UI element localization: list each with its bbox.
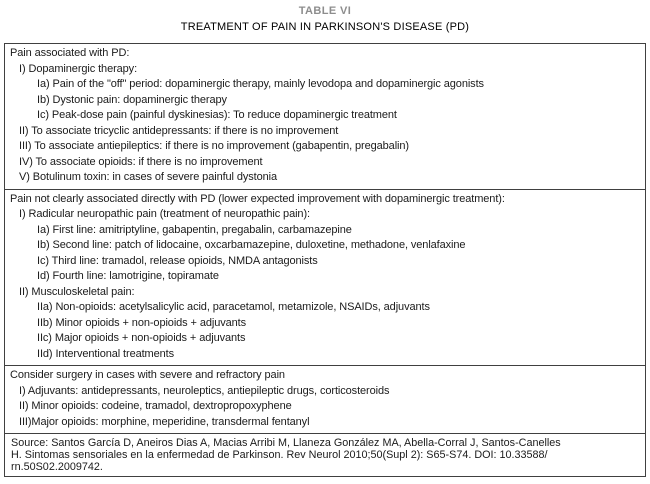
table-number: TABLE VI bbox=[298, 5, 352, 17]
table-line: Ib) Second line: patch of lidocaine, oxcarbamazepine, duloxetine, methadone, venlafaxine bbox=[37, 239, 466, 251]
table-line: I) Adjuvants: antidepressants, neuroleptics, antiepileptic drugs, corticosteroids bbox=[19, 384, 390, 397]
source-citation bbox=[5, 433, 645, 476]
section-pain-not-associated-with-pd bbox=[5, 189, 645, 366]
section-pain-associated-with-pd bbox=[5, 44, 645, 189]
section-consider-surgery bbox=[5, 365, 645, 433]
table-line: IIc) Major opioids + non-opioids + adjuvants bbox=[37, 332, 246, 344]
table-line: IIa) Non-opioids: acetylsalicylic acid, paracetamol, metamizole, NSAIDs, adjuvants bbox=[37, 301, 430, 313]
table-line: Ia) First line: amitriptyline, gabapentin, pregabalin, carbamazepine bbox=[37, 223, 352, 236]
table-line: Ic) Peak-dose pain (painful dyskinesias): To reduce dopaminergic treatment bbox=[37, 109, 397, 121]
table-line: IV) To associate opioids: if there is no improvement bbox=[19, 155, 263, 168]
table-title: TREATMENT OF PAIN IN PARKINSON'S DISEASE (PD) bbox=[180, 21, 470, 33]
table-line: Ib) Dystonic pain: dopaminergic therapy bbox=[37, 93, 227, 106]
table-line: Pain associated with PD: bbox=[10, 47, 130, 59]
table-line: I) Dopaminergic therapy: bbox=[19, 62, 138, 75]
table-line: IIb) Minor opioids + non-opioids + adjuvants bbox=[37, 316, 247, 329]
table-line: Ia) Pain of the "off" period: dopaminergic therapy, mainly levodopa and dopaminergic agonists bbox=[37, 78, 484, 90]
table-line: III) To associate antiepileptics: if there is no improvement (gabapentin, pregabalin) bbox=[19, 140, 409, 152]
source-line: Source: Santos García D, Aneiros Dias A, Macias Arribi M, Llaneza González MA, Abella-Corral J, Santos-Canelles bbox=[11, 437, 561, 449]
table-line: Ic) Third line: tramadol, release opioids, NMDA antagonists bbox=[37, 254, 318, 267]
table-caption bbox=[0, 5, 650, 34]
table-line: III)Major opioids: morphine, meperidine, transdermal fentanyl bbox=[19, 415, 310, 428]
table-line: V) Botulinum toxin: in cases of severe painful dystonia bbox=[19, 171, 278, 183]
table-line: II) Minor opioids: codeine, tramadol, dextropropoxyphene bbox=[19, 400, 292, 412]
table-page bbox=[0, 5, 650, 477]
table-line: IId) Interventional treatments bbox=[37, 347, 175, 360]
source-line: rn.50S02.2009742. bbox=[11, 461, 103, 473]
table-line: Id) Fourth line: lamotrigine, topiramate bbox=[37, 270, 219, 282]
table-line: Consider surgery in cases with severe and refractory pain bbox=[10, 369, 285, 381]
table-line: I) Radicular neuropathic pain (treatment of neuropathic pain): bbox=[19, 208, 310, 220]
table-line: II) Musculoskeletal pain: bbox=[19, 285, 135, 298]
table-box bbox=[4, 43, 646, 477]
table-line: Pain not clearly associated directly with PD (lower expected improvement with dopaminergic treatment): bbox=[10, 192, 505, 205]
table-line: II) To associate tricyclic antidepressants: if there is no improvement bbox=[19, 124, 339, 137]
source-line: H. Sintomas sensoriales en la enfermedad de Parkinson. Rev Neurol 2010;50(Supl 2): S65-S74. DOI: 10.33588/ bbox=[11, 449, 548, 461]
